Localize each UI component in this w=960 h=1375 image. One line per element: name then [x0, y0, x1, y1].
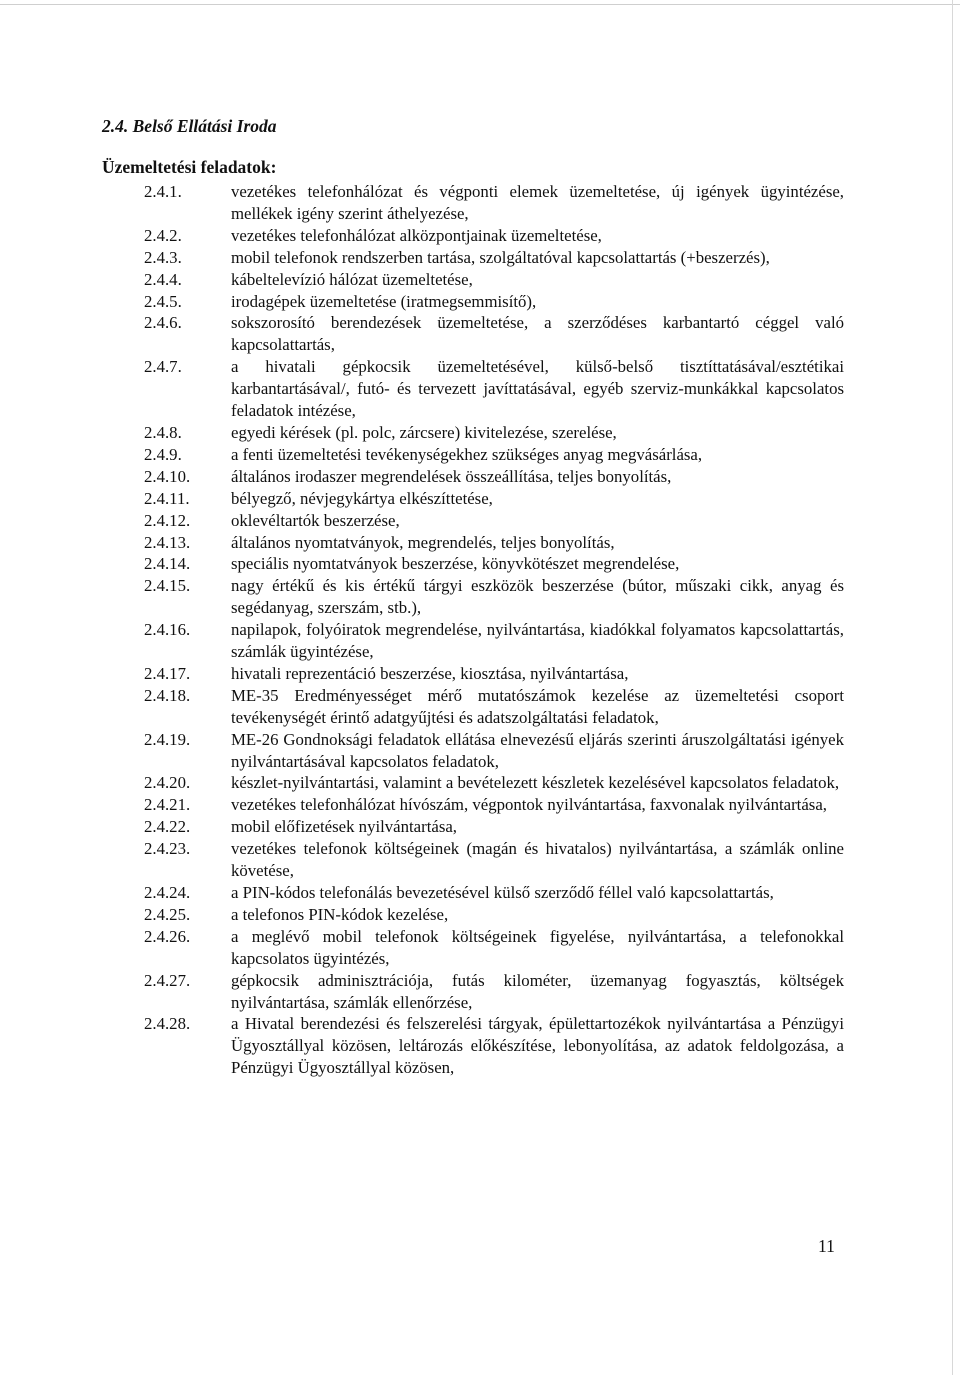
item-number: 2.4.8. — [144, 422, 182, 442]
item-number: 2.4.15. — [144, 576, 191, 596]
item-number: 2.4.21. — [144, 795, 191, 815]
item-text: nagy értékű és kis értékű tárgyi eszközök beszerzése (bútor, műszaki cikk, anyag és segédanyag, szerszám, stb.), — [231, 576, 844, 618]
item-text: bélyegző, névjegykártya elkészíttetése, — [231, 488, 493, 508]
list-item — [144, 553, 844, 575]
item-number: 2.4.25. — [144, 904, 191, 924]
item-text: a telefonos PIN-kódok kezelése, — [231, 904, 449, 924]
item-number: 2.4.16. — [144, 620, 191, 640]
item-number: 2.4.1. — [144, 182, 182, 201]
list-item — [144, 575, 844, 619]
list-item — [144, 685, 844, 729]
item-text: a fenti üzemeltetési tevékenységekhez szükséges anyag megvásárlása, — [231, 444, 703, 464]
item-text: a Hivatal berendezési és felszerelési tárgyak, épülettartozékok nyilvántartása a Pénzügyi Ügyosztállyal közösen, leltározás előkészítése, lebonyolítása, az adatok feldolgozása, a Pénzügyi Ügyosztállyal közösen, — [231, 1014, 844, 1078]
list-item — [144, 663, 844, 685]
list-item — [144, 488, 844, 510]
item-text: kábeltelevízió hálózat üzemeltetése, — [231, 269, 473, 289]
list-item — [144, 772, 844, 794]
page-number: 11 — [818, 1236, 835, 1256]
item-number: 2.4.12. — [144, 510, 191, 530]
list-item — [144, 312, 844, 356]
item-number: 2.4.20. — [144, 773, 191, 793]
list-item — [144, 619, 844, 663]
item-number: 2.4.6. — [144, 313, 182, 333]
item-text: ME-26 Gondnoksági feladatok ellátása elnevezésű eljárás szerinti áruszolgáltatási igények nyilvántartásával kapcsolatos feladatok, — [231, 729, 844, 771]
item-number: 2.4.10. — [144, 466, 191, 486]
item-number: 2.4.26. — [144, 926, 191, 946]
item-text: készlet-nyilvántartási, valamint a bevételezett készletek kezelésével kapcsolatos feladatok, — [231, 773, 840, 793]
item-text: a meglévő mobil telefonok költségeinek figyelése, nyilvántartása, a telefonokkal kapcsolatos ügyintézés, — [231, 926, 844, 968]
item-text: speciális nyomtatványok beszerzése, könyvkötészet megrendelése, — [231, 554, 680, 574]
item-text: a hivatali gépkocsik üzemeltetésével, külső-belső tisztíttatásával/esztétikai karbantartásával/, futó- és tervezett javíttatásával, egyéb szerviz-munkákkal kapcsolatos feladatok intézése, — [231, 357, 844, 421]
list-item — [144, 181, 844, 225]
item-number: 2.4.9. — [144, 444, 182, 464]
item-text: sokszorosító berendezések üzemeltetése, a szerződéses karbantartó céggel való kapcsolattartás, — [231, 313, 844, 355]
item-number: 2.4.4. — [144, 269, 182, 289]
list-item — [144, 356, 844, 422]
item-number: 2.4.17. — [144, 663, 191, 683]
list-item — [144, 816, 844, 838]
list-item — [144, 882, 844, 904]
list-item — [144, 510, 844, 532]
item-text: hivatali reprezentáció beszerzése, kiosztása, nyilvántartása, — [231, 663, 629, 683]
item-number: 2.4.3. — [144, 247, 182, 267]
item-number: 2.4.27. — [144, 970, 191, 990]
item-number: 2.4.2. — [144, 225, 182, 245]
item-number: 2.4.22. — [144, 817, 191, 837]
item-number: 2.4.23. — [144, 839, 191, 859]
list-item — [144, 532, 844, 554]
item-text: vezetékes telefonhálózat és végponti elemek üzemeltetése, új igények ügyintézése, mellékek igény szerint áthelyezése, — [231, 182, 844, 223]
list-item — [144, 291, 844, 313]
item-number: 2.4.11. — [144, 488, 190, 508]
item-text: mobil telefonok rendszerben tartása, szolgáltatóval kapcsolattartás (+beszerzés), — [231, 247, 770, 267]
item-number: 2.4.24. — [144, 883, 191, 902]
item-text: általános nyomtatványok, megrendelés, teljes bonyolítás, — [231, 532, 615, 552]
item-text: általános irodaszer megrendelések összeállítása, teljes bonyolítás, — [231, 466, 672, 486]
list-item — [144, 247, 844, 269]
task-list — [144, 181, 844, 1079]
item-text: mobil előfizetések nyilvántartása, — [231, 817, 457, 837]
item-number: 2.4.18. — [144, 685, 191, 705]
list-item — [144, 422, 844, 444]
item-text: oklevéltartók beszerzése, — [231, 510, 400, 530]
item-number: 2.4.13. — [144, 532, 191, 552]
list-item — [144, 466, 844, 488]
item-number: 2.4.28. — [144, 1014, 191, 1034]
item-text: napilapok, folyóiratok megrendelése, nyilvántartása, kiadókkal folyamatos kapcsolattartás, számlák ügyintézése, — [231, 620, 844, 662]
list-item — [144, 225, 844, 247]
item-text: egyedi kérések (pl. polc, zárcsere) kivitelezése, szerelése, — [231, 422, 617, 442]
subheading: Üzemeltetési feladatok: — [102, 157, 277, 177]
item-text: vezetékes telefonhálózat alközpontjainak üzemeltetése, — [231, 225, 602, 245]
item-number: 2.4.5. — [144, 291, 182, 311]
list-item — [144, 794, 844, 816]
item-text: vezetékes telefonok költségeinek (magán és hivatalos) nyilvántartása, a számlák online követése, — [231, 839, 844, 881]
list-item — [144, 729, 844, 773]
item-text: ME-35 Eredményességet mérő mutatószámok kezelése az üzemeltetési csoport tevékenységét érintő adatgyűjtési és adatszolgáltatási feladatok, — [231, 685, 844, 727]
item-text: vezetékes telefonhálózat hívószám, végpontok nyilvántartása, faxvonalak nyilvántartása, — [231, 795, 827, 815]
item-text: a PIN-kódos telefonálás bevezetésével külső szerződő féllel való kapcsolattartás, — [231, 883, 774, 902]
list-item — [144, 926, 844, 970]
list-item — [144, 904, 844, 926]
item-number: 2.4.19. — [144, 729, 191, 749]
list-item — [144, 838, 844, 882]
item-number: 2.4.14. — [144, 554, 191, 574]
list-item — [144, 1013, 844, 1079]
item-text: irodagépek üzemeltetése (iratmegsemmisítő), — [231, 291, 537, 311]
list-item — [144, 970, 844, 1014]
list-item — [144, 269, 844, 291]
list-item — [144, 444, 844, 466]
section-title: 2.4. Belső Ellátási Iroda — [102, 116, 277, 136]
item-text: gépkocsik adminisztrációja, futás kilométer, üzemanyag fogyasztás, költségek nyilvántartása, számlák ellenőrzése, — [231, 970, 844, 1012]
item-number: 2.4.7. — [144, 357, 182, 377]
